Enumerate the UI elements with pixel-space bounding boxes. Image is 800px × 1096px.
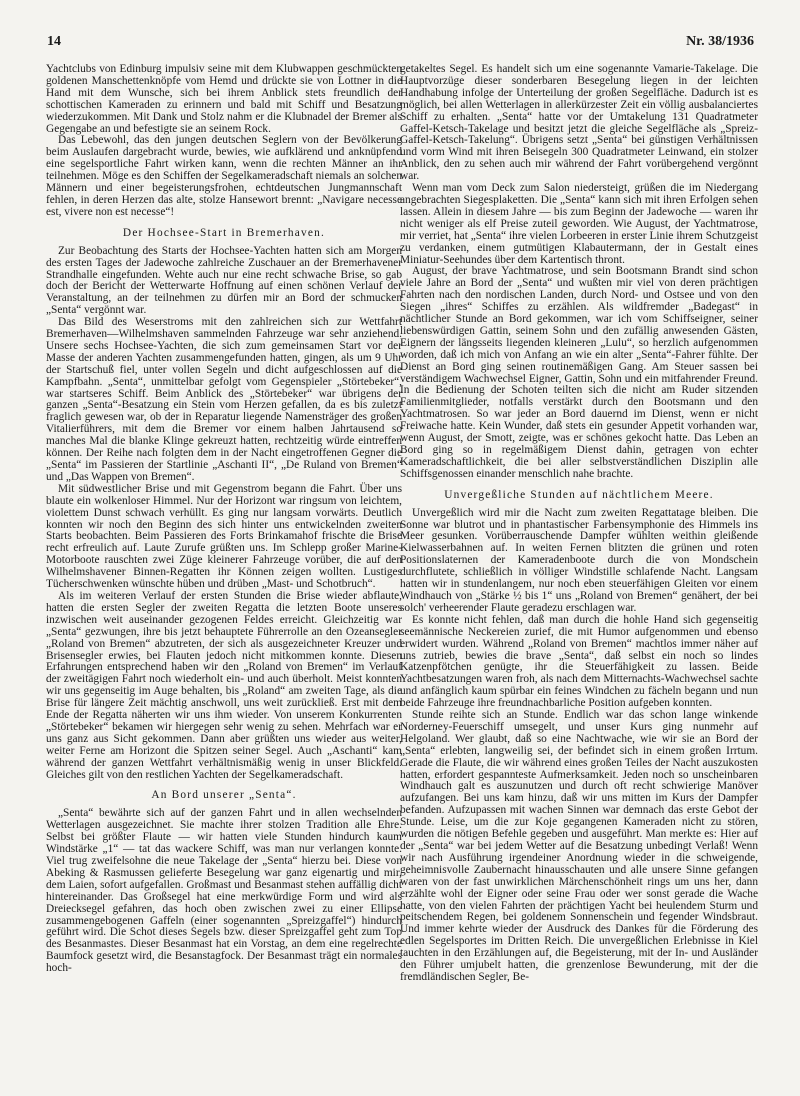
left-column bbox=[46, 64, 402, 975]
paragraph: getakeltes Segel. Es handelt sich um eine sogenannte Vamarie-Takelage. Die Hauptvorzüge dieser sonderbaren Besegelung liegen in der leichten Handhabung infolge der Unterteilung der großen Segelfläche. Dadurch ist es möglich, bei allen Wetterlagen in allerkürzester Zeit ein völlig ausbalanciertes Schiff zu erhalten. „Senta“ hatte vor der Umtakelung 131 Quadratmeter Gaffel-Ketsch-Takelage und besitzt jetzt die gleiche Segelfläche als „Spreiz-Gaffel-Ketsch-Takelung“. Übrigens setzt „Senta“ bei günstigen Verhältnissen und vorm Wind mit ihren Beisegeln 300 Quadratmeter Leinwand, ein stolzer Anblick, den zu sehen auch mir während der Fahrt vorübergehend vergönnt war. bbox=[400, 63, 758, 183]
paragraph: „Senta“ bewährte sich auf der ganzen Fahrt und in allen wechselnden Wetterlagen ausgezeichnet. Sie machte ihrer stolzen Tradition alle Ehre. Selbst bei größter Flaute — wir hatten viele Stunden hindurch kaum Windstärke „1“ — tat das wackere Schiff, was man nur verlangen konnte. Viel trug zweifelsohne die neue Takelage der „Senta“ hierzu bei. Diese von Abeking & Rasmussen gelieferte Besegelung war ganz eigenartig und mir, dem Laien, sofort aufgefallen. Großmast und Besanmast stehen auffällig dicht hintereinander. Das Großsegel hat eine merkwürdige Form und wird als Dreiecksegel gefahren, das hoch oben zwischen zwei zu einer Ellipse zusammengebogenen Gaffeln (einer sogenannten „Spreizgaffel“) hindurch geführt wird. Die Schot dieses Segels bzw. dieser Spreizgaffel geht zum Top des Besanmastes. Dieser Besanmast hat ein Vorstag, an dem eine regelrechte Baumfock gesetzt wird, die Besanstagfock. Der Besanmast trägt ein normales hoch- bbox=[46, 807, 402, 975]
paragraph: Es konnte nicht fehlen, daß man durch die hohle Hand sich gegenseitig seemännische Neckereien zurief, die mit Humor aufgenommen und ebenso erwidert wurden. Während „Roland von Bremen“ machtlos immer näher auf uns zutrieb, bewies die brave „Senta“, daß selbst ein noch so lindes Katzenpfötchen genügte, ihr die Steuerfähigkeit zu lassen. Beide Yachtbesatzungen waren froh, als nach dem Mitternachts-Wachwechsel sachte und anfänglich kaum spürbar ein feines Windchen zu fächeln begann und nun beide Fahrzeuge ihre freundnachbarliche Position aufgeben konnten. bbox=[400, 613, 758, 710]
paragraph: Stunde reihte sich an Stunde. Endlich war das schon lange winkende Norderney-Feuerschiff umsegelt, und unser Kurs ging nunmehr auf Helgoland. Wer glaubt, daß so eine Nachtwache, wie wir sie an Bord der „Senta“ erlebten, langweilig sei, der befindet sich in einem großen Irrtum. Gerade die Flaute, die wir während eines großen Teiles der Nacht auszukosten hatten, erfordert gespannteste Aufmerksamkeit. Jeden noch so unscheinbaren Windhauch galt es auszunutzen und durch oft recht schwierige Manöver aufzufangen. Bei uns kam hinzu, daß wir uns mitten im Kurs der Dampfer befanden. Aufzupassen mit wachen Sinnen war demnach das erste Gebot der Stunde. Leise, um die zur Koje gegangenen Kameraden nicht zu stören, wurden die nötigen Befehle gegeben und ausgeführt. Man merkte es: Hier auf der „Senta“ war bei jedem Wetter auf die Besatzung unbedingt Verlaß! Wenn wir nach Ausführung irgendeiner Anordnung wieder in die schweigende, geheimnisvolle Zaubernacht hinausschauten und alle unsere Sinne gefangen waren von der fast unwirklichen Märchenschönheit rings um uns her, dann erzählte wohl der Eigner oder seine Frau oder wer sonst gerade die Wache hatte, von den vielen Fahrten der prächtigen Yacht bei heulendem Sturm und peitschendem Regen, bei goldenem Sonnenschein und fegender Windsbraut. Und immer kehrte wieder der Ausdruck des Dankes für die Förderung des edlen Segelsportes im Dritten Reich. Die unvergeßlichen Erlebnisse in Kiel tauchten in den Erzählungen auf, die Begeisterung, mit der In- und Ausländer den Führer umjubelt hatten, die grenzenlose Bewunderung, mit der die fremdländischen Segler, Be- bbox=[400, 709, 758, 983]
paragraph: Zur Beobachtung des Starts der Hochsee-Yachten hatten sich am Morgen des ersten Tages der Jadewoche zahlreiche Zuschauer an der Bremerhavener Strandhalle eingefunden. Wehte auch nur eine recht schwache Brise, so gab doch der Bericht der Wetterwarte Hoffnung auf einen schönen Verlauf der Veranstaltung, an der teilnehmen zu dürfen mir an Bord der schmucken „Senta“ vergönnt war. bbox=[46, 244, 402, 317]
page-header bbox=[47, 34, 754, 54]
paragraph: Mit südwestlicher Brise und mit Gegenstrom begann die Fahrt. Über uns blaute ein wolkenloser Himmel. Nur der Horizont war ringsum von leichtem, violettem Dunst schwach verhüllt. Es ging nur langsam vorwärts. Deutlich konnten wir noch den Beginn des sich hinter uns entwickelnden zweiten Starts beobachten. Beim Passieren des Forts Brinkamahof frischte die Brise recht erfreulich auf. Laute Zurufe grüßten uns. Im Schlepp großer Marine-Motorboote rauschten zwei Züge kleinerer Fahrzeuge vorüber, die auf den Wilhelmshavener Binnen-Regatten ihr Können zeigen wollten. Lustiges Tücherschwenken wünschte hüben und drüben „Mast- und Schotbruch“. bbox=[46, 482, 402, 591]
paragraph: Als im weiteren Verlauf der ersten Stunden die Brise wieder abflaute, hatten die ersten Segler der zweiten Regatta die letzten Boote unseres inzwischen weit auseinander gezogenen Feldes erreicht. Gleichzeitig war „Senta“ gezwungen, ihre bis jetzt behauptete Führerrolle an den Ozeansegler „Roland von Bremen“ abzutreten, der sich als ausgezeichneter Kreuzer und Brisensegler erwies, bei Flauten jedoch nicht mitkommen konnte. Diesen Erfahrungen entsprechend haben wir den „Roland von Bremen“ im Verlauf der zweitägigen Fahrt noch wiederholt ein- und auch überholt. Meist konnten wir uns gegenseitig im Auge behalten, bis „Roland“ am zweiten Tage, als die Brise für längere Zeit mächtig anschwoll, uns weit zurückließ. Erst mit dem Ende der Regatta näherten wir uns ihm wieder. Von unserem Konkurrenten „Störtebeker“ bekamen wir hiergegen sehr wenig zu sehen. Mehrfach war er uns ganz aus Sicht gekommen. Dann aber grüßten uns wieder aus weiter, weiter Ferne am Horizont die Spitzen seiner Segel. Auch „Aschanti“ kam während der ganzen Wettfahrt verhältnismäßig wenig in unser Blickfeld. Gleiches gilt von den restlichen Yachten der Segelkameradschaft. bbox=[46, 589, 402, 781]
paragraph: Unvergeßlich wird mir die Nacht zum zweiten Regattatage bleiben. Die Sonne war blutrot und in phantastischer Farbensymphonie des Himmels ins Meer gesunken. Vorüberrauschende Dampfer wühlten weithin gleißende Kielwasserbahnen auf. In weiten Fernen blitzten die grünen und roten Positionslaternen der Kameradenboote durch die von Mondschein durchflutete, schließlich in völliger Windstille schlafende Nacht. Langsam hatten wir in stundenlangem, nur noch eben steuerfähigen Gleiten vor einem Windhauch von „Stärke ½ bis 1“ uns „Roland von Bremen“ genähert, der bei solch' verheerender Flaute geradezu erschlagen war. bbox=[400, 506, 758, 614]
paragraph: Das Lebewohl, das den jungen deutschen Seglern von der Bevölkerung beim Auslaufen dargebracht wurde, bewies, wie aufklärend und anknüpfend eine segelsportliche Fahrt wirken kann, wenn die rechten Männer an ihr teilnehmen. Möge es den Schiffen der Segelkameradschaft niemals an solchen Männern und einer begeisterungsfrohen, echtdeutschen Jungmannschaft fehlen, in deren Herzen das alte, stolze Hansewort brennt: „Navigare necesse est, vivere non est necesse“! bbox=[46, 134, 402, 218]
paragraph: Yachtclubs von Edinburg impulsiv seine mit dem Klubwappen geschmückten goldenen Manschettenknöpfe vom Hemd und drückte sie von Lottner in die Hand mit dem Wunsche, sich bei ihrem Anblick stets freundlich der schottischen Kameraden zu erinnern und bald mit Schiff und Besatzung wiederzukommen. Mit Dank und Stolz nahm er die Klubnadel der Bremer als Gegengabe an und befestigte sie an seinem Rock. bbox=[46, 63, 402, 135]
section-heading: An Bord unserer „Senta“. bbox=[151, 789, 297, 802]
right-column bbox=[400, 64, 758, 984]
issue-number: Nr. 38/1936 bbox=[686, 34, 754, 49]
paragraph: August, der brave Yachtmatrose, und sein Bootsmann Brandt sind schon viele Jahre an Bord der „Senta“ und wußten mir viel von deren prächtigen Fahrten nach den nordischen Landen, durch Nord- und Ostsee und von den Siegen „ihres“ Schiffes zu erzählen. Als wildfremder „Badegast“ in nächtlicher Stunde an Bord gekommen, war ich vom Schiffseigner, seiner liebenswürdigen Gattin, seinem Sohn und den zufällig anwesenden Gästen, Eignern der längsseits liegenden kleineren „Lulu“, so herzlich aufgenommen worden, daß ich mich von Anfang an wie ein alter „Senta“-Fahrer fühlte. Der Dienst an Bord ging seinen routinemäßigen Gang. Am Steuer sassen bei verständigem Wachwechsel Eigner, Gattin, Sohn und ein mitfahrender Freund. In die Bedienung der Schoten teilten sich die nicht am Ruder sitzenden Familienmitglieder, notfalls verstärkt durch den Bootsmann und den Yachtmatrosen. So war jeder an Bord dauernd im Dienst, wenn er nicht Freiwache hatte. Kein Wunder, daß stets ein gesunder Appetit vorhanden war, wenn August, der Smott, zeigte, was er schönes gekocht hatte. Das Leben an Bord ging so in regelmäßigem Dienst dahin, getragen von echter Kameradschaftlichkeit, die bei aller selbstverständlichen Disziplin alle Schiffsgenossen einander menschlich nahe brachte. bbox=[400, 265, 758, 480]
section-heading: Der Hochsee-Start in Bremerhaven. bbox=[122, 226, 326, 239]
section-heading: Unvergeßliche Stunden auf nächtlichem Meere. bbox=[444, 488, 714, 501]
paragraph: Wenn man vom Deck zum Salon niedersteigt, grüßen die im Niedergang angebrachten Siegesplaketten. Die „Senta“ kann sich mit ihren Erfolgen sehen lassen. Allein in diesem Jahre — bis zum Beginn der Jadewoche — waren ihr nicht weniger als elf Preise zuteil geworden. Wie August, der Yachtmatrose, mir verriet, hat „Senta“ ihre vielen Lorbeeren in erster Linie ihrem Schutzgeist zu verdanken, einem gutmütigen Klabautermann, der in Gestalt eines Miniatur-Seehundes über dem Kartentisch thront. bbox=[400, 182, 758, 266]
paragraph: Das Bild des Weserstroms mit den zahlreichen sich zur Wettfahrt Bremerhaven—Wilhelmshaven sammelnden Fahrzeuge war sehr anziehend. Unsere sechs Hochsee-Yachten, die sich zum gemeinsamen Start vor der Masse der anderen Yachten zusammengefunden hatten, gingen, als um 9 Uhr der Startschuß fiel, unter vollen Segeln und dicht aufgeschlossen auf die Kampfbahn. „Senta“, unmittelbar gefolgt vom Gegenspieler „Störtebeker“, war startseres Schiff. Beim Anblick des „Störtebeker“ war übrigens der ganzen „Senta“-Besatzung ein Stein vom Herzen gefallen, da es bis zuletzt fraglich gewesen war, ob der in Reparatur liegende Namensträger des großen Vitalierführers, mit dem die Bremer vor einem halben Jahrtausend so manches Mal die blanke Klinge gekreuzt hatten, rechtzeitig würde eintreffen können. Der Reihe nach folgten dem in der Nacht eingetroffenen Gegner die „Senta“ im Passieren der Startlinie „Aschanti II“, „De Ruland von Bremen“ und „Das Wappen von Bremen“. bbox=[46, 316, 402, 483]
page-number: 14 bbox=[47, 34, 61, 49]
